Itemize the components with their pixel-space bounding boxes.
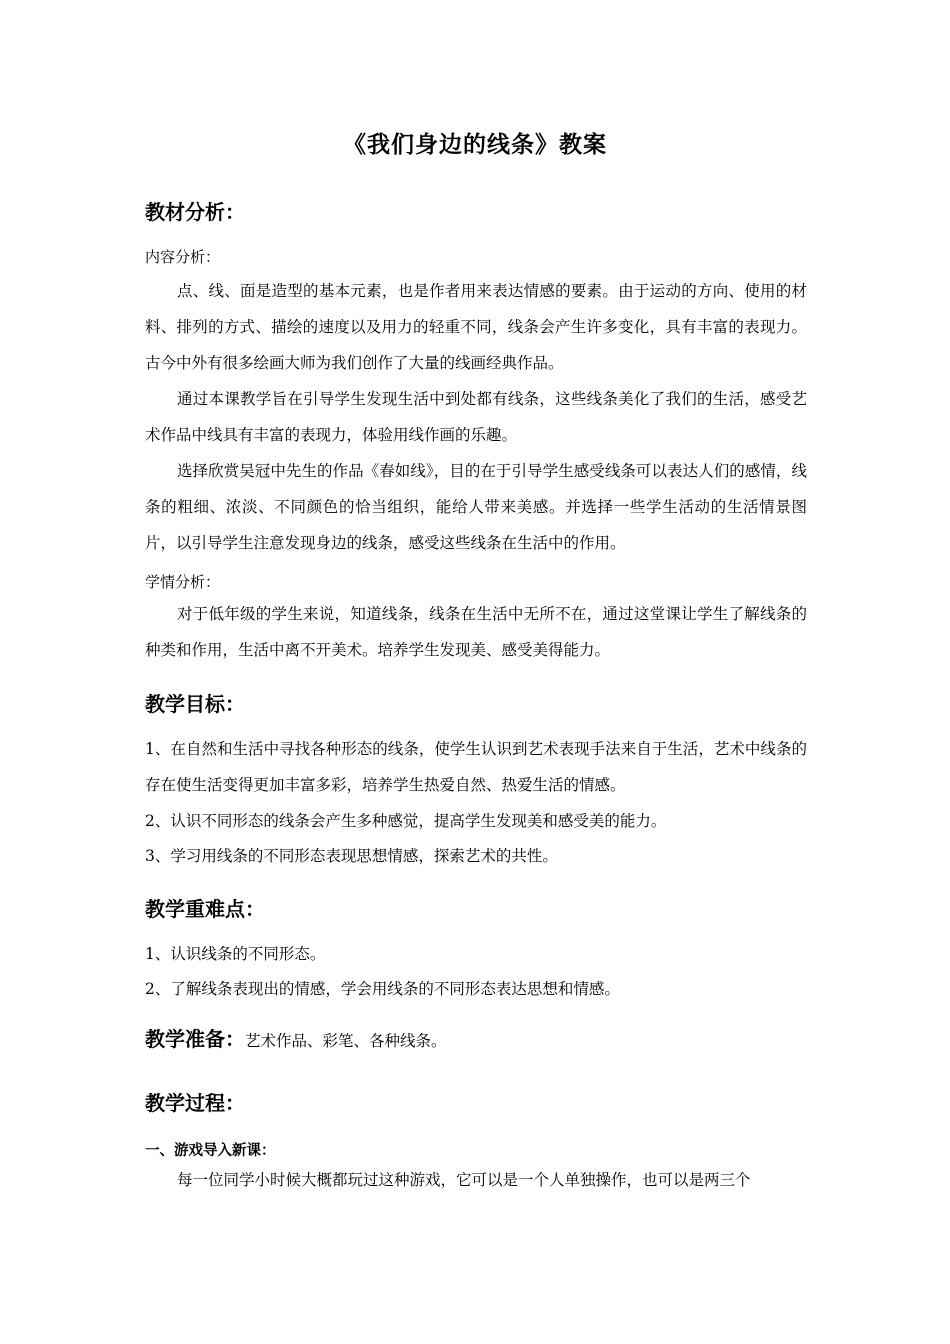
content-paragraph-1: 点、线、面是造型的基本元素，也是作者用来表达情感的要素。由于运动的方向、使用的材料、排列的方式、描绘的速度以及用力的轻重不同，线条会产生许多变化，具有丰富的表现力。古今中外有很多绘画大师为我们创作了大量的线画经典作品。 [145,282,807,372]
content-analysis-label: 内容分析： [145,248,221,266]
teaching-preparation-label: 教学准备： [145,1027,245,1051]
teaching-preparation [145,1023,447,1052]
goal-item-1: 1、在自然和生活中寻找各种形态的线条，使学生认识到艺术表现手法来自于生活，艺术中线条的存在使生活变得更加丰富多彩，培养学生热爱自然、热爱生活的情感。 [145,740,807,794]
teaching-goals-heading: 教学目标： [145,692,245,716]
goal-item-2: 2、认识不同形态的线条会产生多种感觉，提高学生发现美和感受美的能力。 [145,812,667,830]
key-points-heading: 教学重难点： [145,897,265,921]
teaching-process-heading: 教学过程： [145,1091,245,1115]
material-analysis-heading: 教材分析： [145,200,245,224]
student-analysis-label: 学情分析： [145,573,221,591]
key-point-2: 2、了解线条表现出的情感，学会用线条的不同形态表达思想和情感。 [145,980,620,998]
step-1-paragraph: 每一位同学小时候大概都玩过这种游戏，它可以是一个人单独操作，也可以是两三个 [177,1171,751,1189]
content-paragraph-2: 通过本课教学旨在引导学生发现生活中到处都有线条，这些线条美化了我们的生活，感受艺术作品中线具有丰富的表现力，体验用线作画的乐趣。 [145,390,807,444]
step-1-heading: 一、游戏导入新课： [145,1142,276,1159]
document-title: 《我们身边的线条》教案 [343,131,607,158]
teaching-preparation-value: 艺术作品、彩笔、各种线条。 [245,1032,447,1050]
content-paragraph-3: 选择欣赏吴冠中先生的作品《春如线》，目的在于引导学生感受线条可以表达人们的感情，线条的粗细、浓淡、不同颜色的恰当组织，能给人带来美感。并选择一些学生活动的生活情景图片，以引导学生注意发现身边的线条，感受这些线条在生活中的作用。 [145,462,807,552]
student-analysis-paragraph: 对于低年级的学生来说，知道线条，线条在生活中无所不在，通过这堂课让学生了解线条的种类和作用，生活中离不开美术。培养学生发现美、感受美得能力。 [145,605,807,659]
key-point-1: 1、认识线条的不同形态。 [145,945,326,963]
goal-item-3: 3、学习用线条的不同形态表现思想情感，探索艺术的共性。 [145,847,558,865]
